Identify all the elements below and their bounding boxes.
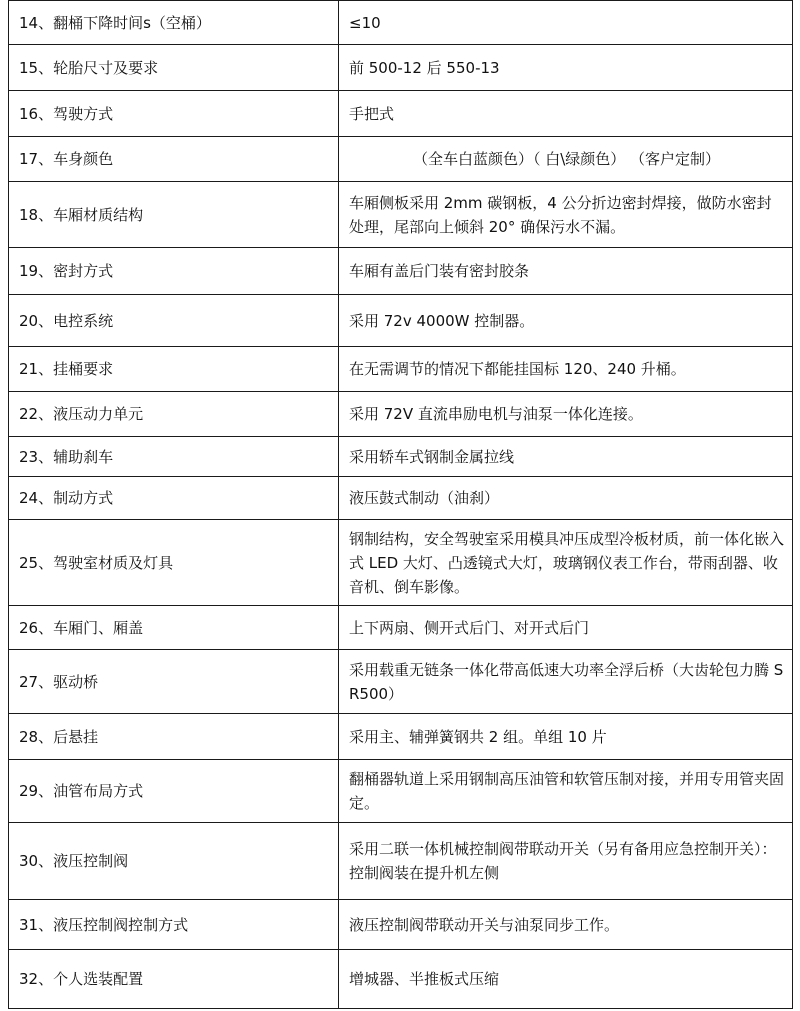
item-cell: 32、个人选装配置 [9,950,339,1009]
table-row [9,520,793,606]
table-row [9,437,793,477]
value-cell: ≤10 [339,1,793,45]
value-cell: 上下两扇、侧开式后门、对开式后门 [339,606,793,650]
item-cell: 26、车厢门、厢盖 [9,606,339,650]
item-cell: 27、驱动桥 [9,650,339,714]
value-cell: 采用载重无链条一体化带高低速大功率全浮后桥（大齿轮包力腾 SR500） [339,650,793,714]
item-cell: 20、电控系统 [9,295,339,347]
item-cell: 14、翻桶下降时间s（空桶） [9,1,339,45]
table-row [9,347,793,392]
item-cell: 29、油管布局方式 [9,760,339,823]
table-row [9,295,793,347]
table-row [9,760,793,823]
table-row [9,650,793,714]
value-cell: 翻桶器轨道上采用钢制高压油管和软管压制对接，并用专用管夹固定。 [339,760,793,823]
value-cell: （全车白蓝颜色）（ 白\绿颜色） （客户定制） [339,137,793,182]
value-cell: 前 500-12 后 550-13 [339,45,793,91]
table-row [9,900,793,950]
table-row [9,392,793,437]
table-row [9,248,793,295]
table-row [9,1,793,45]
item-cell: 19、密封方式 [9,248,339,295]
item-cell: 28、后悬挂 [9,714,339,760]
value-cell: 采用轿车式钢制金属拉线 [339,437,793,477]
table-row [9,182,793,248]
item-cell: 18、车厢材质结构 [9,182,339,248]
table-row [9,823,793,900]
spec-table [8,0,793,1009]
item-cell: 22、液压动力单元 [9,392,339,437]
value-cell: 液压鼓式制动（油刹） [339,477,793,520]
table-row [9,606,793,650]
value-cell: 手把式 [339,91,793,137]
table-row [9,950,793,1009]
item-cell: 25、驾驶室材质及灯具 [9,520,339,606]
item-cell: 15、轮胎尺寸及要求 [9,45,339,91]
value-cell: 采用 72v 4000W 控制器。 [339,295,793,347]
value-cell: 钢制结构，安全驾驶室采用模具冲压成型冷板材质，前一体化嵌入式 LED 大灯、凸透镜式大灯，玻璃钢仪表工作台，带雨刮器、收音机、倒车影像。 [339,520,793,606]
table-row [9,477,793,520]
value-cell: 车厢有盖后门装有密封胶条 [339,248,793,295]
item-cell: 23、辅助刹车 [9,437,339,477]
value-cell: 车厢侧板采用 2mm 碳钢板，4 公分折边密封焊接，做防水密封处理，尾部向上倾斜 20° 确保污水不漏。 [339,182,793,248]
item-cell: 17、车身颜色 [9,137,339,182]
value-cell: 采用 72V 直流串励电机与油泵一体化连接。 [339,392,793,437]
value-cell: 采用二联一体机械控制阀带联动开关（另有备用应急控制开关）：控制阀装在提升机左侧 [339,823,793,900]
item-cell: 30、液压控制阀 [9,823,339,900]
value-cell: 液压控制阀带联动开关与油泵同步工作。 [339,900,793,950]
value-cell: 增城器、半推板式压缩 [339,950,793,1009]
value-cell: 在无需调节的情况下都能挂国标 120、240 升桶。 [339,347,793,392]
table-row [9,714,793,760]
table-row [9,137,793,182]
value-cell: 采用主、辅弹簧钢共 2 组。单组 10 片 [339,714,793,760]
table-row [9,91,793,137]
table-row [9,45,793,91]
item-cell: 24、制动方式 [9,477,339,520]
item-cell: 16、驾驶方式 [9,91,339,137]
item-cell: 31、液压控制阀控制方式 [9,900,339,950]
item-cell: 21、挂桶要求 [9,347,339,392]
